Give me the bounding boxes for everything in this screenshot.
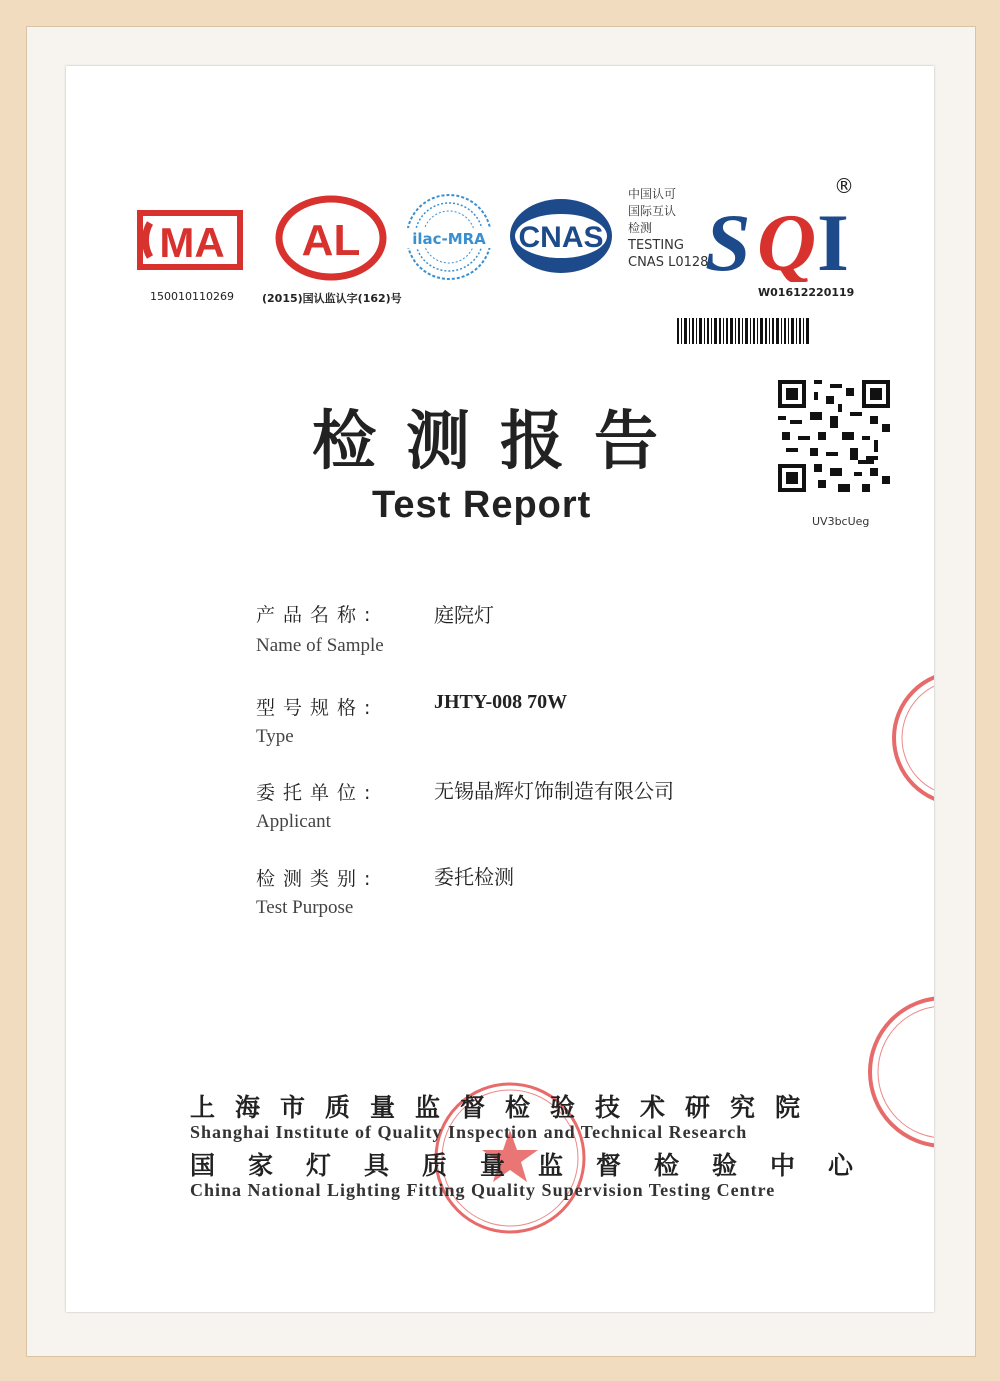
cnas-info-line: TESTING xyxy=(628,238,684,253)
cnas-info-line: 国际互认 xyxy=(628,204,677,218)
sqi-s-letter: S xyxy=(705,197,751,282)
cal-logo-text: AL xyxy=(301,216,361,265)
barcode-icon xyxy=(677,318,809,344)
stamp-seal-icon xyxy=(866,994,934,1150)
field-label-cn: 型号规格: xyxy=(256,697,379,719)
field-label-cn: 委托单位: xyxy=(256,782,379,804)
cnas-logo-text: CNAS xyxy=(518,221,604,254)
ilac-mra-logo xyxy=(404,192,494,282)
cnas-info xyxy=(628,186,708,271)
sqi-i-letter: I xyxy=(817,197,849,282)
field-sample-name xyxy=(256,600,384,657)
sqi-mark-icon xyxy=(705,192,855,282)
sqi-logo xyxy=(705,192,855,282)
sqi-number: W01612220119 xyxy=(758,286,855,299)
qr-code-icon xyxy=(778,380,890,492)
cma-number: 150010110269 xyxy=(150,290,234,303)
field-value: 庭院灯 xyxy=(434,603,494,627)
cal-mark-icon xyxy=(275,195,387,281)
ilac-logo-text: ilac-MRA xyxy=(412,230,486,248)
field-value: 无锡晶辉灯饰制造有限公司 xyxy=(434,779,674,803)
cal-logo xyxy=(275,195,387,281)
org-name-en: Shanghai Institute of Quality Inspection and Technical Research xyxy=(190,1122,748,1142)
cnas-info-line: CNAS L0128 xyxy=(628,255,709,270)
field-label-en: Type xyxy=(256,726,294,747)
cma-mark-icon xyxy=(130,205,250,275)
cal-number: (2015)国认监认字(162)号 xyxy=(262,292,402,305)
field-label-en: Test Purpose xyxy=(256,897,354,918)
field-applicant xyxy=(256,778,378,833)
stamp-right-top xyxy=(890,668,934,808)
field-label-cn: 产品名称: xyxy=(256,604,379,626)
stamp-right-bottom xyxy=(866,994,934,1150)
org-name-cn: 上海市质量监督检验技术研究院 xyxy=(190,1093,821,1122)
ilac-globe-icon xyxy=(404,192,494,282)
field-test-purpose xyxy=(256,864,378,919)
cma-logo-text: MA xyxy=(159,219,225,266)
sqi-q-letter: Q xyxy=(757,197,817,282)
org-name-cn: 国家灯具质量监督检验中心 xyxy=(190,1151,887,1180)
field-value: JHTY-008 70W xyxy=(434,691,568,713)
qr-code-caption: UV3bcUeg xyxy=(812,515,870,528)
stamp-seal-icon xyxy=(890,668,934,808)
report-title-cn: 检测报告 xyxy=(312,405,688,479)
field-type xyxy=(256,693,378,748)
field-label-en: Name of Sample xyxy=(256,635,384,656)
cnas-mark-icon xyxy=(508,197,614,275)
org-name-en: China National Lighting Fitting Quality Supervision Testing Centre xyxy=(190,1180,776,1200)
barcode xyxy=(677,318,809,344)
field-label-cn: 检测类别: xyxy=(256,868,379,890)
qr-code xyxy=(778,380,890,492)
cnas-logo xyxy=(508,197,614,275)
field-label-en: Applicant xyxy=(256,811,331,832)
field-value: 委托检测 xyxy=(434,865,514,889)
cnas-info-line: 中国认可 xyxy=(628,187,677,201)
cnas-info-line: 检测 xyxy=(628,221,653,235)
registered-mark: ® xyxy=(834,174,854,198)
cma-logo xyxy=(130,205,250,275)
report-title-en: Test Report xyxy=(372,484,592,526)
